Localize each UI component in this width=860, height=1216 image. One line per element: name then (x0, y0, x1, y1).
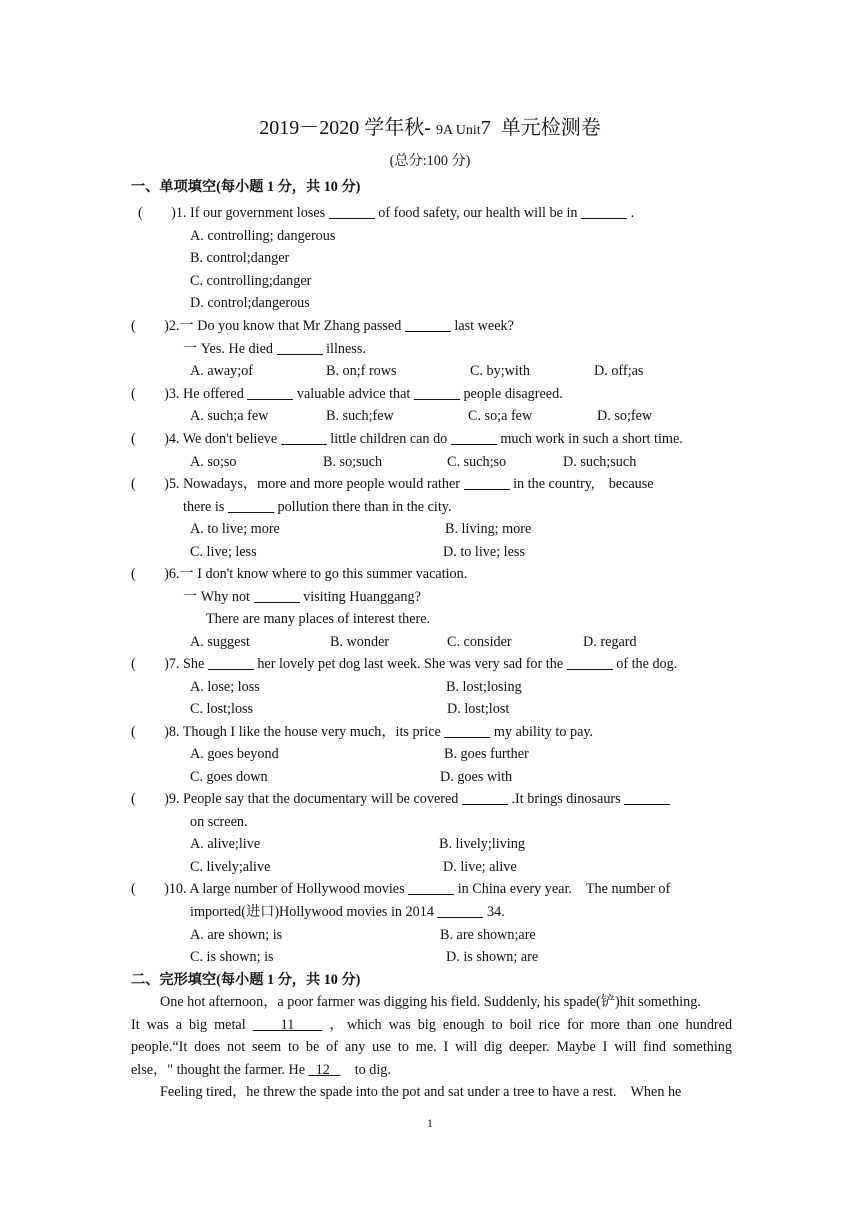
q7-option-a: A. lose; loss (190, 679, 260, 695)
q1-option-b: B. control;danger (190, 250, 290, 266)
q2-option-a: A. away;of (190, 363, 254, 379)
q8-stem-b: my ability to pay. (490, 724, 594, 740)
q10-option-b: B. are shown;are (440, 927, 536, 943)
answer-blank[interactable] (414, 385, 460, 400)
cloze-paragraph-1-line-3: people.“It does not seem to be of any use to me. I will dig deeper. Maybe I will find something (131, 1039, 732, 1055)
q1-option-a: A. controlling; dangerous (190, 228, 336, 244)
q3-option-d: D. so;few (597, 408, 653, 424)
q8-option-b: B. goes further (444, 746, 529, 762)
answer-blank[interactable] (624, 790, 670, 805)
answer-blank[interactable] (462, 790, 508, 805)
answer-blank[interactable] (254, 588, 300, 603)
q2-line2-a: 一 Yes. He died (183, 341, 277, 357)
q10-stem-b: in China every year. The number of (454, 881, 671, 897)
q1-stem-a: ( )1. If our government loses (138, 205, 329, 221)
q5-option-a: A. to live; more (190, 521, 280, 537)
q6-option-c: C. consider (447, 634, 512, 650)
q5-option-c: C. live; less (190, 544, 257, 560)
q7-stem-a: ( )7. She (131, 656, 208, 672)
cloze-paragraph-1-line-4 (131, 1061, 391, 1079)
question-5-line2 (183, 498, 452, 516)
q8-option-d: D. goes with (440, 769, 513, 785)
q5-line2-b: pollution there than in the city. (273, 499, 452, 515)
q8-option-a: A. goes beyond (190, 746, 279, 762)
answer-blank[interactable] (444, 723, 490, 738)
question-2-stem (131, 317, 514, 335)
q2-option-c: C. by;with (470, 363, 530, 379)
page-title (0, 116, 860, 143)
q3-option-a: A. such;a few (190, 408, 269, 424)
cloze-line4-a: else，" thought the farmer. He (131, 1062, 309, 1078)
answer-blank[interactable] (228, 498, 274, 513)
q9-option-c: C. lively;alive (190, 859, 271, 875)
cloze-paragraph-1-line-2 (131, 1016, 732, 1034)
q4-option-b: B. so;such (323, 454, 383, 470)
q3-stem-c: people disagreed. (459, 386, 563, 402)
q2-option-d: D. off;as (594, 363, 644, 379)
q4-option-c: C. such;so (447, 454, 507, 470)
answer-blank[interactable] (408, 880, 454, 895)
q10-option-c: C. is shown; is (190, 949, 274, 965)
cloze-paragraph-1-line-1: One hot afternoon，a poor farmer was digging his field. Suddenly, his spade(铲)hit something. (160, 994, 701, 1010)
question-3-stem (131, 385, 563, 403)
answer-blank[interactable] (581, 204, 627, 219)
page-number: 1 (427, 1116, 433, 1130)
q10-line2-a: imported(进口)Hollywood movies in 2014 (190, 904, 438, 920)
cloze-line2-b: ，which was big enough to boil rice for more than one hundred (329, 1017, 733, 1033)
q9-stem-b: .It brings dinosaurs (507, 791, 625, 807)
question-5-stem (131, 475, 654, 493)
q10-option-d: D. is shown; are (446, 949, 539, 965)
answer-blank[interactable] (464, 475, 510, 490)
q7-stem-c: of the dog. (612, 656, 678, 672)
q5-stem-a: ( )5. Nowadays，more and more people would rather (131, 476, 464, 492)
q6-line2-a: 一 Why not (183, 589, 254, 605)
q5-line2-a: there is (183, 499, 228, 515)
q2-line2-b: illness. (322, 341, 366, 357)
q10-stem-a: ( )10. A large number of Hollywood movies (131, 881, 409, 897)
question-8-stem (131, 723, 593, 741)
question-6-line3: There are many places of interest there. (206, 611, 431, 627)
q10-option-a: A. are shown; is (190, 927, 283, 943)
cloze-blank-11[interactable] (253, 1017, 323, 1033)
question-10-stem (131, 880, 670, 898)
q10-line2-b: 34. (483, 904, 505, 920)
q1-option-c: C. controlling;danger (190, 273, 312, 289)
q4-option-a: A. so;so (190, 454, 237, 470)
answer-blank[interactable] (329, 204, 375, 219)
q4-stem-b: little children can do (326, 431, 451, 447)
title-end: 7 单元检测卷 (480, 117, 601, 139)
q5-option-d: D. to live; less (443, 544, 525, 560)
q3-stem-b: valuable advice that (293, 386, 414, 402)
q1-option-d: D. control;dangerous (190, 295, 310, 311)
q9-stem-a: ( )9. People say that the documentary will be covered (131, 791, 462, 807)
section-heading-single-choice: 一、单项填空(每小题 1 分，共 10 分) (131, 179, 361, 195)
cloze-blank-12-number: 12 (315, 1062, 330, 1078)
answer-blank[interactable] (208, 655, 254, 670)
q3-stem-a: ( )3. He offered (131, 386, 248, 402)
question-10-line2 (190, 903, 505, 921)
cloze-blank-12[interactable] (309, 1062, 341, 1078)
q9-option-d: D. live; alive (443, 859, 517, 875)
cloze-blank-11-number: 11 (280, 1017, 295, 1033)
title-small: 9A Unit (435, 123, 481, 138)
q2-stem-a: ( )2.一 Do you know that Mr Zhang passed (131, 318, 405, 334)
section-heading-cloze: 二、完形填空(每小题 1 分，共 10 分) (131, 972, 361, 988)
answer-blank[interactable] (281, 430, 327, 445)
question-1-stem (138, 204, 634, 222)
answer-blank[interactable] (451, 430, 497, 445)
question-6-line2 (183, 588, 421, 606)
cloze-line4-b: to dig. (354, 1062, 391, 1078)
q4-option-d: D. such;such (563, 454, 637, 470)
cloze-line2-a: It was a big metal (131, 1017, 246, 1033)
q6-option-b: B. wonder (330, 634, 390, 650)
answer-blank[interactable] (437, 903, 483, 918)
q7-option-c: C. lost;loss (190, 701, 254, 717)
question-9-stem (131, 790, 670, 808)
q7-option-d: D. lost;lost (447, 701, 510, 717)
q6-option-d: D. regard (583, 634, 637, 650)
q2-option-b: B. on;f rows (326, 363, 397, 379)
q4-stem-c: much work in such a short time. (496, 431, 683, 447)
q3-option-b: B. such;few (326, 408, 394, 424)
q1-stem-b: of food safety, our health will be in (374, 205, 582, 221)
answer-blank[interactable] (405, 317, 451, 332)
question-4-stem (131, 430, 683, 448)
question-6-stem: ( )6.一 I don't know where to go this summer vacation. (131, 566, 468, 582)
q8-stem-a: ( )8. Though I like the house very much，its price (131, 724, 445, 740)
q9-option-b: B. lively;living (439, 836, 525, 852)
q6-option-a: A. suggest (190, 634, 250, 650)
answer-blank[interactable] (247, 385, 293, 400)
answer-blank[interactable] (277, 340, 323, 355)
cloze-paragraph-2-line-1: Feeling tired，he threw the spade into the pot and sat under a tree to have a rest. When he (160, 1084, 682, 1100)
q1-stem-c: . (627, 205, 635, 221)
q9-option-a: A. alive;live (190, 836, 261, 852)
question-9-line2: on screen. (190, 814, 248, 830)
page-subtitle: (总分:100 分) (389, 153, 471, 169)
question-7-stem (131, 655, 677, 673)
q2-stem-b: last week? (450, 318, 514, 334)
q3-option-c: C. so;a few (468, 408, 533, 424)
q7-option-b: B. lost;losing (446, 679, 522, 695)
q5-option-b: B. living; more (445, 521, 532, 537)
title-main: 2019－2020 学年秋- (259, 117, 436, 139)
question-2-line2 (183, 340, 366, 358)
q6-line2-b: visiting Huanggang? (299, 589, 421, 605)
q8-option-c: C. goes down (190, 769, 268, 785)
q7-stem-b: her lovely pet dog last week. She was very sad for the (253, 656, 567, 672)
q4-stem-a: ( )4. We don't believe (131, 431, 281, 447)
answer-blank[interactable] (567, 655, 613, 670)
q5-stem-b: in the country, because (509, 476, 654, 492)
